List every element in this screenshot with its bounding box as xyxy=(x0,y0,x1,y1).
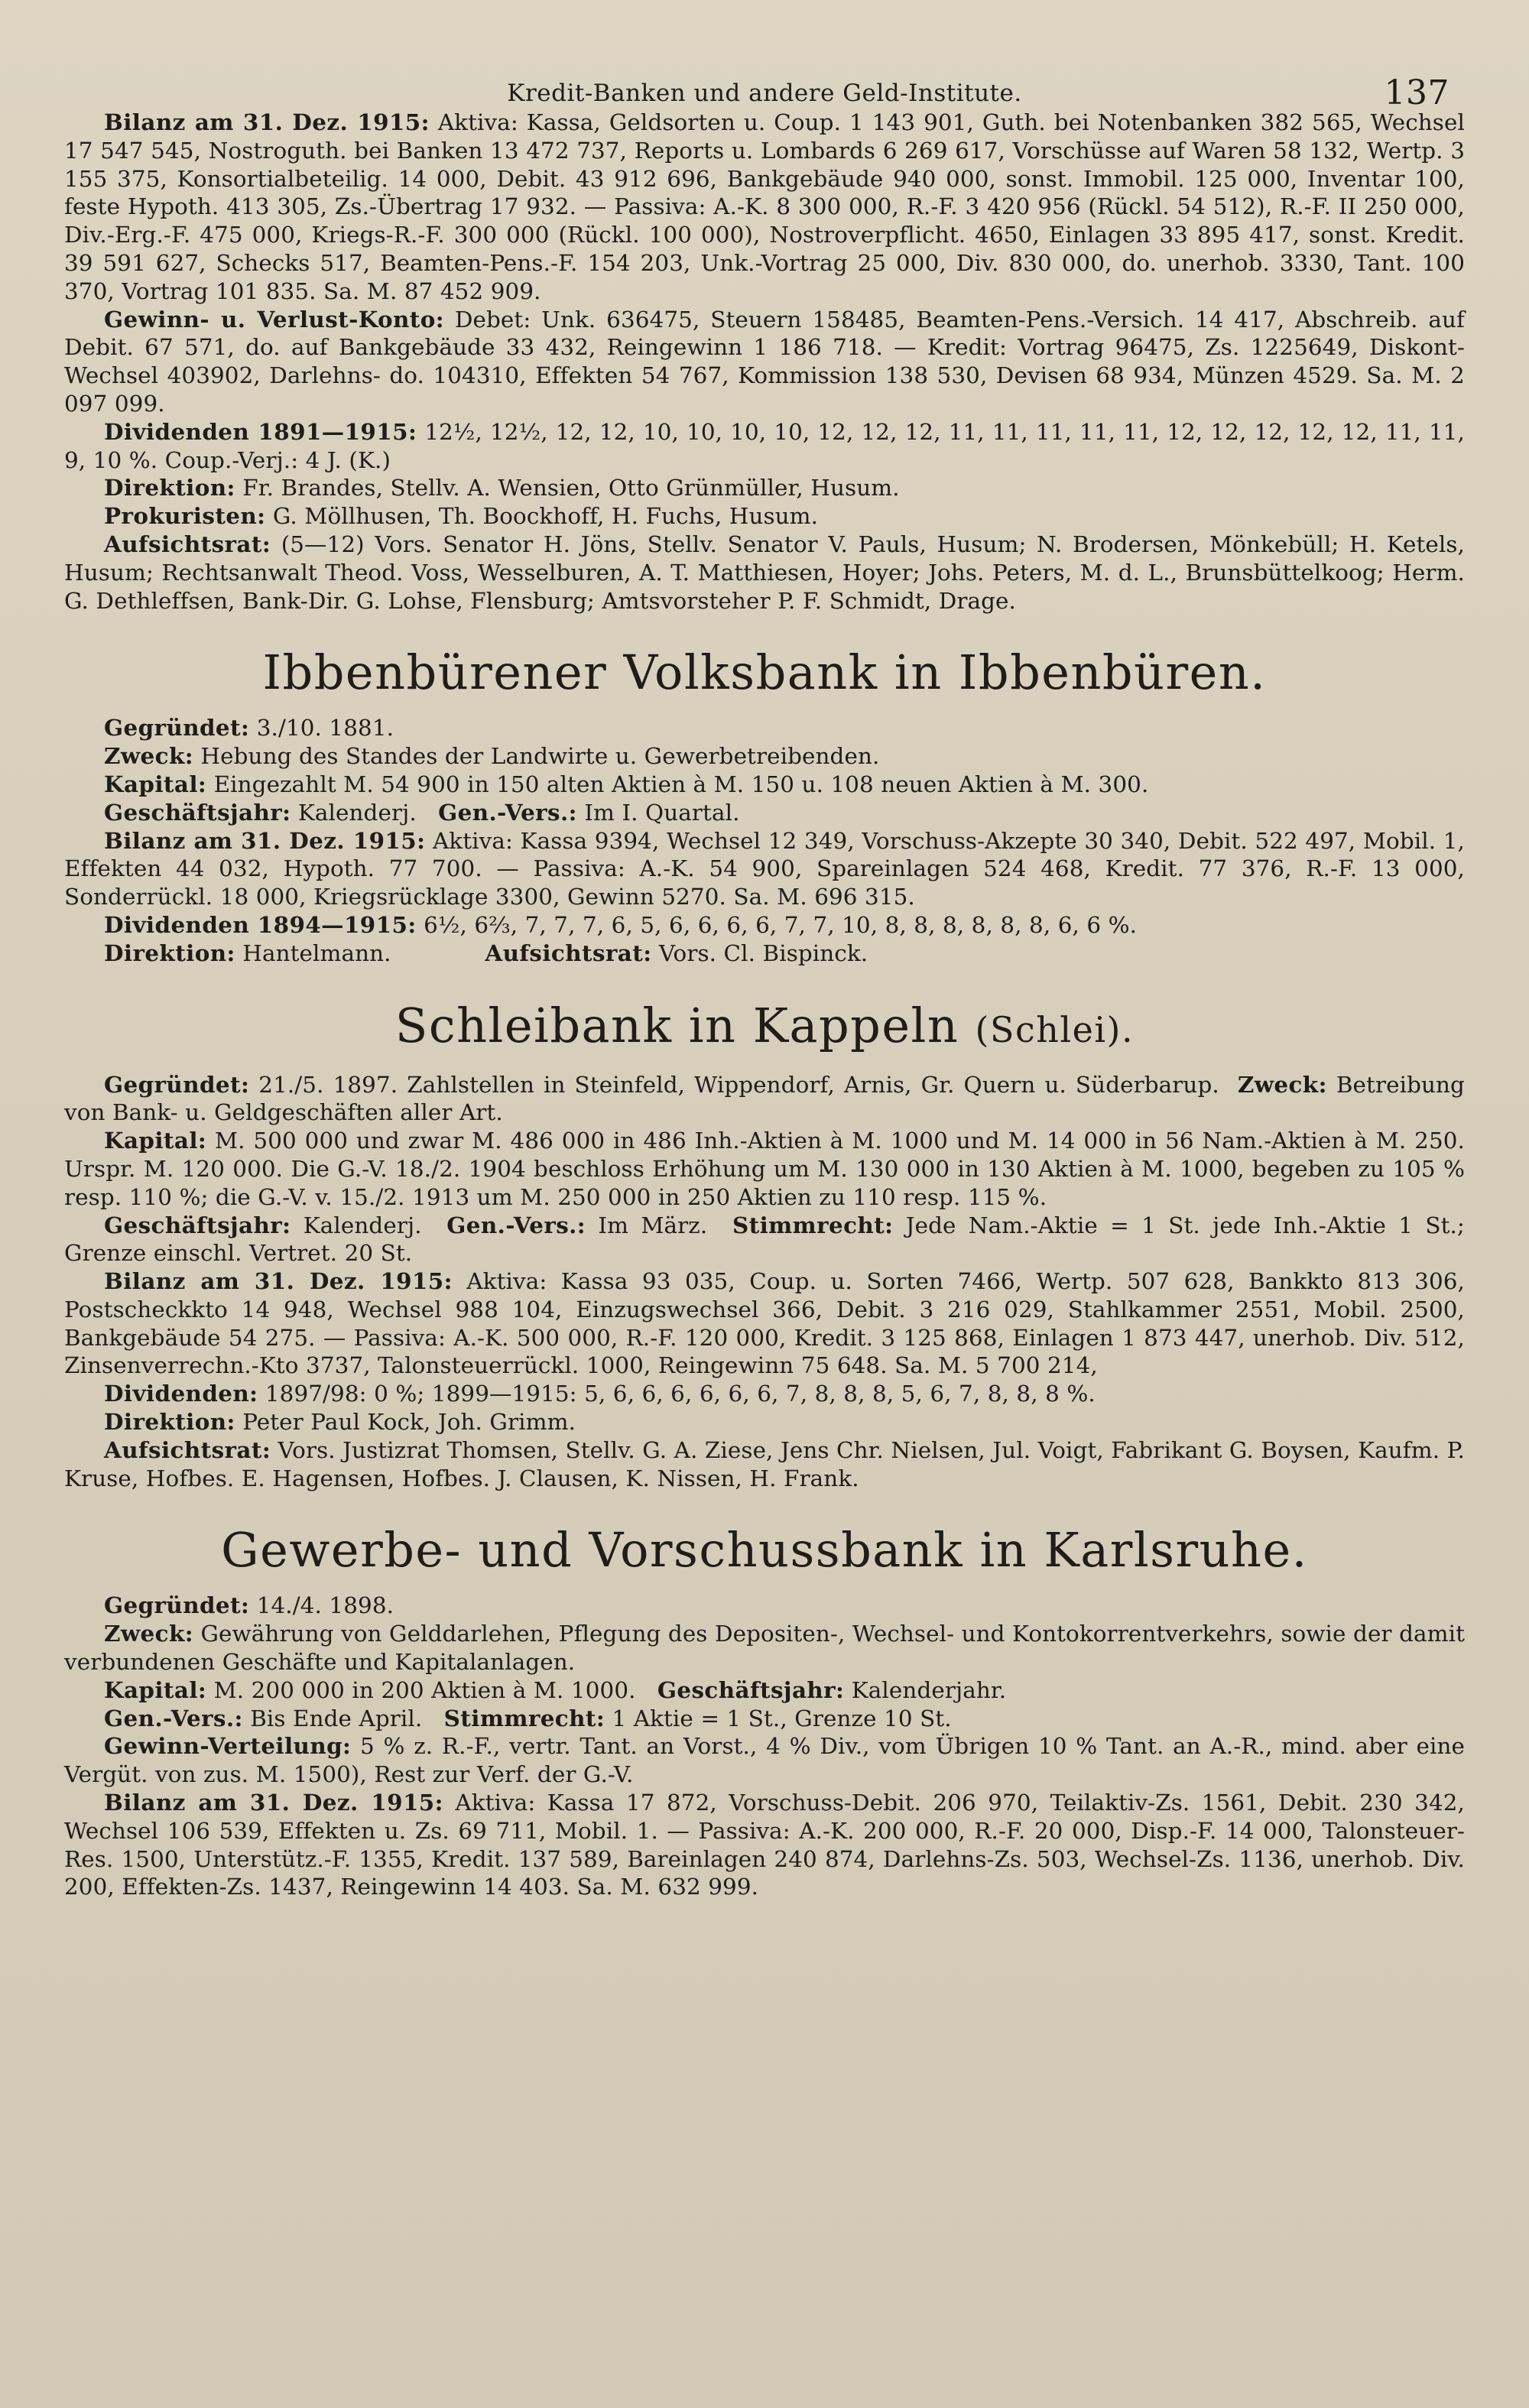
page-number: 137 xyxy=(1384,73,1449,112)
prokuristen-label: Prokuristen: xyxy=(104,502,266,530)
geschaeftsjahr-label: Geschäftsjahr: xyxy=(104,798,291,826)
bilanz-label: Bilanz am 31. Dez. 1915: xyxy=(104,109,430,135)
bilanz-text: Aktiva: Kassa 17 872, Vorschuss-Debit. 206 970, Teilaktiv-Zs. 1561, Debit. 230 342, Wechsel 106 539, Effekten u. Zs. 69 711, Mobil. 1. — Passiva: A.-K. 200 000, R.-F. 20 000, Disp.-F. 14 000, Talonsteuer-Res. 1500, Unterstütz.-F. 1355, Kredit. 137 589, Bareinlagen 240 874, Darlehns-Zs. 503, Wechsel-Zs. 1136, unerhob. Div. 200, Effekten-Zs. 1437, Reingewinn 14 403. Sa. M. 632 999. xyxy=(64,1790,1465,1900)
aufsichtsrat-label: Aufsichtsrat: xyxy=(104,1436,271,1463)
bilanz-label: Bilanz am 31. Dez. 1915: xyxy=(104,826,426,854)
bilanz-text: Aktiva: Kassa 93 035, Coup. u. Sorten 7466, Wertp. 507 628, Bankkto 813 306, Postscheckkto 14 948, Wechsel 988 104, Einzugswechsel 366, Debit. 3 216 029, Stahlkammer 2551, Mobil. 2500, Bankgebäude 54 275. — Passiva: A.-K. 500 000, R.-F. 120 000, Kredit. 3 125 868, Einlagen 1 873 447, unerhob. Div. 512, Zinsenverrechn.-Kto 3737, Talonsteuerrückl. 1000, Reingewinn 75 648. Sa. M. 5 700 214, xyxy=(64,1268,1465,1379)
schleibank-entry xyxy=(64,1071,1465,1493)
aufsichtsrat-label: Aufsichtsrat: xyxy=(104,530,271,557)
zweck-label: Zweck: xyxy=(104,742,193,770)
bilanz-text: Aktiva: Kassa, Geldsorten u. Coup. 1 143 901, Guth. bei Notenbanken 382 565, Wechsel 17 547 545, Nostroguth. bei Banken 13 472 737, Reports u. Lombards 6 269 617, Vorschüsse auf Waren 58 132, Wertp. 3 155 375, Konsortialbeteilig. 14 000, Debit. 43 912 696, Bankgebäude 940 000, sonst. Immobil. 125 000, Inventar 100, feste Hypoth. 413 305, Zs.-Übertrag 17 932. — Passiva: A.-K. 8 300 000, R.-F. 3 420 956 (Rückl. 54 512), R.-F. II 250 000, Div.-Erg.-F. 475 000, Kriegs-R.-F. 300 000 (Rückl. 100 000), Nostroverpflicht. 4650, Einlagen 33 895 417, sonst. Kredit. 39 591 627, Schecks 517, Beamten-Pens.-F. 154 203, Unk.-Vortrag 25 000, Div. 830 000, do. unerhob. 3330, Tant. 100 370, Vortrag 101 835. Sa. M. 87 452 909. xyxy=(64,109,1465,304)
dividenden-text: 12½, 12½, 12, 12, 10, 10, 10, 10, 12, 12, 12, 11, 11, 11, 11, 11, 12, 12, 12, 12, 12, 11, 11, 9, 10 %. Coup.-Verj.: 4 J. (K.) xyxy=(64,418,1465,473)
geschaeftsjahr-label: Geschäftsjahr: xyxy=(657,1676,845,1703)
kapital-label: Kapital: xyxy=(104,1127,207,1154)
bank-title-main: Schleibank in Kappeln xyxy=(394,997,959,1053)
bank-title-schleibank xyxy=(64,995,1465,1060)
dividenden-text: 1897/98: 0 %; 1899—1915: 5, 6, 6, 6, 6, 6, 6, 7, 8, 8, 8, 5, 6, 7, 8, 8, 8 %. xyxy=(265,1381,1096,1407)
direktion-label: Direktion: xyxy=(104,1408,235,1436)
stimmrecht-text: 1 Aktie = 1 St., Grenze 10 St. xyxy=(612,1705,952,1731)
bank-title-ibbenbueren: Ibbenbürener Volksbank in Ibbenbüren. xyxy=(262,644,1267,701)
page-header xyxy=(64,54,1465,112)
geschaeftsjahr-text: Kalenderj. xyxy=(297,799,417,826)
ibbenbueren-entry xyxy=(64,714,1465,967)
gewinn-text: Debet: Unk. 636475, Steuern 158485, Beamten-Pens.-Versich. 14 417, Abschreib. auf Debit. 67 571, do. auf Bankgebäude 33 432, Reingewinn 1 186 718. — Kredit: Vortrag 96475, Zs. 1225649, Diskont-Wechsel 403902, Darlehns- do. 104310, Effekten 54 767, Kommission 138 530, Devisen 68 934, Münzen 4529. Sa. M. 2 097 099. xyxy=(64,306,1465,417)
gegruendet-label: Gegründet: xyxy=(104,714,250,742)
kapital-text: M. 200 000 in 200 Aktien à M. 1000. xyxy=(213,1676,636,1703)
kapital-label: Kapital: xyxy=(104,770,207,797)
running-title: Kredit-Banken und andere Geld-Institute. xyxy=(507,80,1022,107)
genvers-label: Gen.-Vers.: xyxy=(438,798,577,826)
stimmrecht-text: Jede Nam.-Aktie = 1 St. jede Inh.-Aktie 1 St.; Grenze einschl. Vertret. 20 St. xyxy=(64,1212,1465,1267)
direktion-label: Direktion: xyxy=(104,939,235,966)
gegruendet-text: 3./10. 1881. xyxy=(256,715,394,742)
direktion-label: Direktion: xyxy=(104,474,235,501)
dividenden-label: Dividenden: xyxy=(104,1380,258,1407)
zweck-text: Gewährung von Gelddarlehen, Pflegung des Depositen-, Wechsel- und Kontokorrentverkehrs, sowie der damit verbundenen Geschäfte und Kapitalanlagen. xyxy=(64,1621,1465,1676)
bilanz-label: Bilanz am 31. Dez. 1915: xyxy=(104,1267,453,1295)
karlsruhe-entry xyxy=(64,1592,1465,1901)
gewinnvert-text: 5 % z. R.-F., vertr. Tant. an Vorst., 4 % Div., vom Übrigen 10 % Tant. an A.-R., mind. aber eine Vergüt. von zus. M. 1500), Rest zur Verf. der G.-V. xyxy=(64,1733,1465,1788)
gegruendet-label: Gegründet: xyxy=(104,1592,250,1619)
geschaeftsjahr-text: Kalenderj. xyxy=(303,1212,422,1238)
bank-title-karlsruhe: Gewerbe- und Vorschussbank in Karlsruhe. xyxy=(221,1522,1308,1579)
stimmrecht-label: Stimmrecht: xyxy=(443,1704,605,1731)
bilanz-text: Aktiva: Kassa 9394, Wechsel 12 349, Vorschuss-Akzepte 30 340, Debit. 522 497, Mobil. 1, Effekten 44 032, Hypoth. 77 700. — Passiva: A.-K. 54 900, Spareinlagen 524 468, Kredit. 77 376, R.-F. 13 000, Sonderrückl. 18 000, Kriegsrücklage 3300, Gewinn 5270. Sa. M. 696 315. xyxy=(64,827,1465,910)
prokuristen-text: G. Möllhusen, Th. Boockhoff, H. Fuchs, Husum. xyxy=(272,503,819,530)
stimmrecht-label: Stimmrecht: xyxy=(732,1211,894,1238)
zweck-label: Zweck: xyxy=(1237,1070,1327,1098)
kapital-text: Eingezahlt M. 54 900 in 150 alten Aktien à M. 150 u. 108 neuen Aktien à M. 300. xyxy=(213,771,1149,797)
direktion-text: Peter Paul Kock, Joh. Grimm. xyxy=(242,1409,576,1436)
geschaeftsjahr-text: Kalenderjahr. xyxy=(851,1676,1007,1703)
zweck-text: Betreibung von Bank- u. Geldgeschäften aller Art. xyxy=(64,1071,1465,1126)
geschaeftsjahr-label: Geschäftsjahr: xyxy=(104,1211,291,1238)
gewinnvert-label: Gewinn-Verteilung: xyxy=(104,1732,352,1760)
bank-title-suffix: (Schlei). xyxy=(975,1008,1135,1050)
bilanz-label: Bilanz am 31. Dez. 1915: xyxy=(104,1789,443,1816)
gegruendet-label: Gegründet: xyxy=(104,1070,250,1098)
kapital-text: M. 500 000 und zwar M. 486 000 in 486 Inh.-Aktien à M. 1000 und M. 14 000 in 56 Nam.-Aktien à M. 250. Urspr. M. 120 000. Die G.-V. 18./2. 1904 beschloss Erhöhung um M. 130 000 in 130 Aktien à M. 1000, begeben zu 105 % resp. 110 %; die G.-V. v. 15./2. 1913 um M. 250 000 in 250 Aktien zu 110 resp. 115 %. xyxy=(64,1128,1465,1210)
aufsichtsrat-label: Aufsichtsrat: xyxy=(485,939,652,966)
dividenden-label: Dividenden 1891—1915: xyxy=(104,417,417,445)
direktion-text: Hantelmann. xyxy=(242,940,391,966)
gegruendet-text: 14./4. 1898. xyxy=(256,1592,394,1619)
genvers-label: Gen.-Vers.: xyxy=(104,1704,243,1731)
aufsichtsrat-text: Vors. Cl. Bispinck. xyxy=(658,940,868,966)
dividenden-text: 6½, 6⅔, 7, 7, 7, 6, 5, 6, 6, 6, 6, 7, 7, 10, 8, 8, 8, 8, 8, 8, 6, 6 %. xyxy=(424,911,1138,938)
zweck-label: Zweck: xyxy=(104,1620,193,1647)
dividenden-label: Dividenden 1894—1915: xyxy=(104,910,417,938)
direktion-text: Fr. Brandes, Stellv. A. Wensien, Otto Grünmüller, Husum. xyxy=(242,475,900,501)
gegruendet-text: 21./5. 1897. Zahlstellen in Steinfeld, Wippendorf, Arnis, Gr. Quern u. Süderbarup. xyxy=(258,1071,1219,1098)
genvers-text: Im März. xyxy=(598,1212,708,1238)
aufsichtsrat-text: (5—12) Vors. Senator H. Jöns, Stellv. Senator V. Pauls, Husum; N. Brodersen, Mönkebüll; H. Ketels, Husum; Rechtsanwalt Theod. Voss, Wesselburen, A. T. Matthiesen, Hoyer; Johs. Peters, M. d. L., Brunsbüttelkoog; Herm. G. Dethleffsen, Bank-Dir. G. Lohse, Flensburg; Amtsvorsteher P. F. Schmidt, Drage. xyxy=(64,531,1465,614)
aufsichtsrat-text: Vors. Justizrat Thomsen, Stellv. G. A. Ziese, Jens Chr. Nielsen, Jul. Voigt, Fabrikant G. Boysen, Kaufm. P. Kruse, Hofbes. E. Hagensen, Hofbes. J. Clausen, K. Nissen, H. Frank. xyxy=(64,1436,1465,1491)
kapital-label: Kapital: xyxy=(104,1676,207,1703)
zweck-text: Hebung des Standes der Landwirte u. Gewerbetreibenden. xyxy=(200,743,880,770)
genvers-text: Im I. Quartal. xyxy=(584,799,740,826)
intro-entry xyxy=(64,109,1465,615)
genvers-text: Bis Ende April. xyxy=(250,1705,423,1731)
genvers-label: Gen.-Vers.: xyxy=(446,1211,586,1238)
gewinn-label: Gewinn- u. Verlust-Konto: xyxy=(104,305,445,333)
